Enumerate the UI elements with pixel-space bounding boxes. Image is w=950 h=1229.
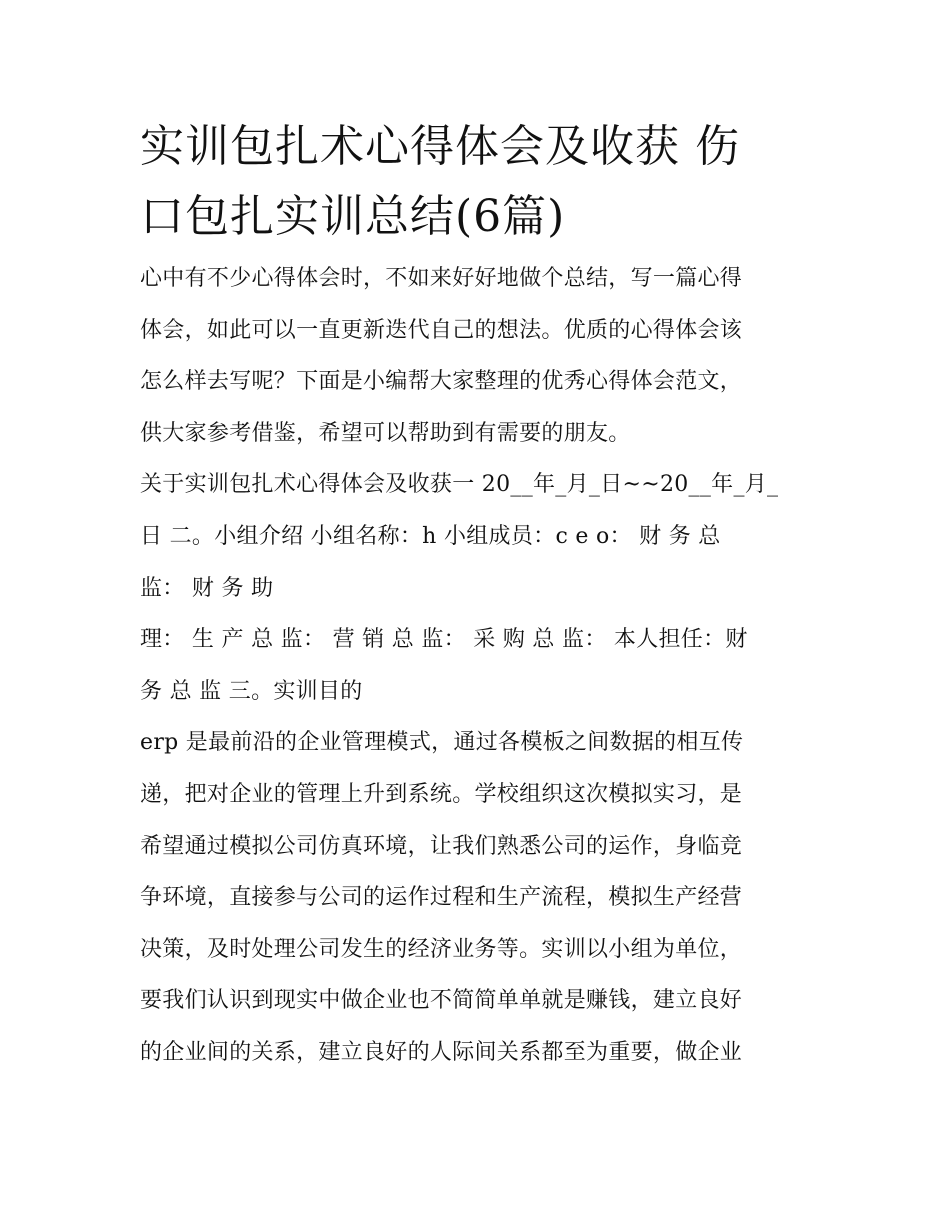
text-line: 心中有不少心得体会时，不如来好好地做个总结，写一篇心得 [140, 266, 743, 291]
text-line: 体会，如此可以一直更新迭代自己的想法。优质的心得体会该 [140, 317, 743, 343]
text-line: 供大家参考借鉴，希望可以帮助到有需要的朋友。 [140, 420, 631, 446]
text-line: 要我们认识到现实中做企业也不简简单单就是赚钱，建立良好 [140, 988, 743, 1014]
document-title [140, 112, 815, 252]
text-line: 的企业间的关系，建立良好的人际间关系都至为重要，做企业 [140, 1039, 743, 1065]
text-line: 希望通过模拟公司仿真环境，让我们熟悉公司的运作，身临竞 [140, 833, 743, 859]
title-line: 口包扎实训总结(6篇) [140, 191, 566, 242]
text-line: 日 二。小组介绍 小组名称：h 小组成员：c e o： 财 务 总 [140, 523, 721, 549]
document-content [140, 112, 815, 1092]
text-line: 怎么样去写呢？下面是小编帮大家整理的优秀心得体会范文， [140, 369, 743, 395]
text-line: 理： 生 产 总 监： 营 销 总 监： 采 购 总 监： 本人担任：财 [140, 627, 748, 653]
text-line: 决策，及时处理公司发生的经济业务等。实训以小组为单位， [140, 936, 743, 962]
document-body [140, 266, 815, 1065]
text-line: 监： 财 务 助 [140, 575, 274, 601]
text-line: 递，把对企业的管理上升到系统。学校组织这次模拟实习，是 [140, 781, 743, 807]
title-line: 实训包扎术心得体会及收获 伤 [140, 121, 740, 172]
text-line: 争环境，直接参与公司的运作过程和生产流程，模拟生产经营 [140, 885, 743, 911]
text-line: 关于实训包扎术心得体会及收获一 20__年_月_日~~20__年_月_ [140, 472, 779, 498]
text-line: 务 总 监 三。实训目的 [140, 678, 363, 704]
text-line: erp 是最前沿的企业管理模式，通过各模板之间数据的相互传 [140, 730, 744, 756]
